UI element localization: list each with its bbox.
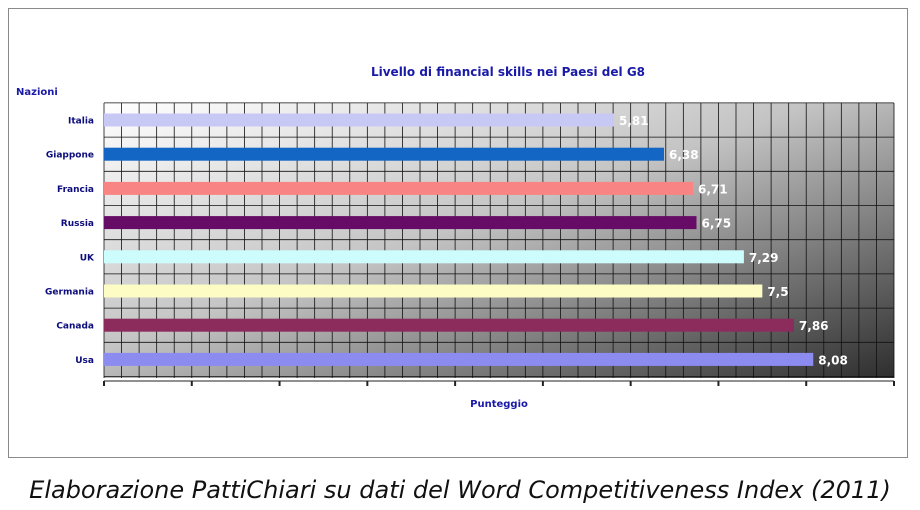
value-label: 8,08 xyxy=(818,353,848,368)
bar xyxy=(104,250,744,263)
category-label: UK xyxy=(79,253,94,264)
bar xyxy=(104,319,794,332)
bar xyxy=(104,114,614,127)
x-axis-label: Punteggio xyxy=(470,399,528,410)
value-label: 6,71 xyxy=(697,182,728,197)
category-label: Usa xyxy=(75,355,94,366)
bar xyxy=(104,285,762,298)
category-label: Russia xyxy=(60,219,94,230)
bar xyxy=(104,353,813,366)
category-label: Giappone xyxy=(45,150,94,161)
value-label: 5,81 xyxy=(618,114,649,128)
bar xyxy=(104,216,697,229)
chart-title: Livello di financial skills nei Paesi del G8 xyxy=(370,65,646,79)
y-axis-label: Nazioni xyxy=(16,87,58,98)
value-label: 7,86 xyxy=(798,319,829,334)
value-label: 6,38 xyxy=(669,148,699,163)
category-label: Canada xyxy=(56,321,94,332)
bar xyxy=(104,182,693,195)
category-label: Germania xyxy=(45,287,94,298)
value-label: 6,75 xyxy=(701,216,732,231)
value-label: 7,29 xyxy=(748,250,779,265)
x-axis xyxy=(104,381,894,386)
value-label: 7,5 xyxy=(767,285,789,299)
category-label: Francia xyxy=(57,184,94,195)
category-label: Italia xyxy=(68,116,94,127)
plot-area xyxy=(104,103,894,378)
bar xyxy=(104,148,664,161)
caption: Elaborazione PattiChiari su dati del Word Competitiveness Index (2011) xyxy=(29,476,891,504)
